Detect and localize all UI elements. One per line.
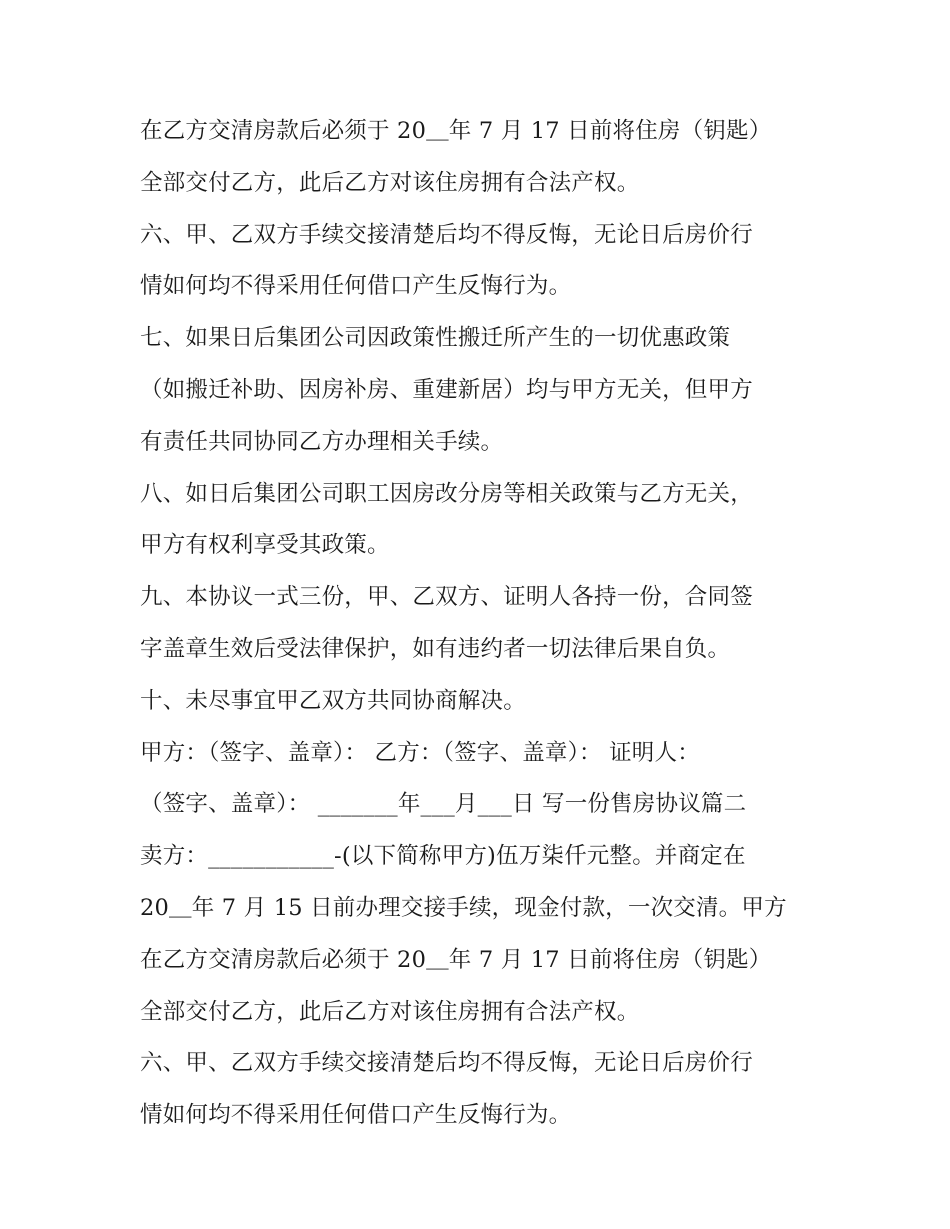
text-line: （如搬迁补助、因房补房、重建新居）均与甲方无关，但甲方 (140, 376, 753, 403)
text-line: 甲方有权利享受其政策。 (140, 532, 390, 559)
text-line: 在乙方交清房款后必须于 20＿年 7 月 17 日前将住房（钥匙） (140, 946, 772, 973)
text-line: 全部交付乙方，此后乙方对该住房拥有合法产权。 (140, 169, 640, 196)
signature-line: 甲方：（签字、盖章）： 乙方：（签字、盖章）： 证明人： (140, 739, 700, 766)
text-line: 字盖章生效后受法律保护，如有违约者一切法律后果自负。 (140, 635, 731, 662)
text-line: 在乙方交清房款后必须于 20＿年 7 月 17 日前将住房（钥匙） (140, 118, 772, 144)
document-body (140, 106, 830, 1142)
text-line: 六、甲、乙双方手续交接清楚后均不得反悔，无论日后房价行 (140, 1050, 753, 1077)
text-line: 全部交付乙方，此后乙方对该住房拥有合法产权。 (140, 998, 640, 1025)
text-line: 七、如果日后集团公司因政策性搬迁所产生的一切优惠政策 (140, 325, 731, 352)
text-line: 八、如日后集团公司职工因房改分房等相关政策与乙方无关， (140, 480, 753, 507)
text-line: 十、未尽事宜甲乙双方共同协商解决。 (140, 687, 526, 714)
text-line: 有责任共同协同乙方办理相关手续。 (140, 428, 504, 455)
text-line: 20＿年 7 月 15 日前办理交接手续，现金付款，一次交清。甲方 (140, 894, 787, 921)
text-line: 九、本协议一式三份，甲、乙双方、证明人各持一份，合同签 (140, 584, 753, 611)
text-line: 六、甲、乙双方手续交接清楚后均不得反悔，无论日后房价行 (140, 221, 753, 248)
signature-date-line: （签字、盖章）： _______年___月___日 写一份售房协议篇二 (140, 791, 747, 818)
text-line: 情如何均不得采用任何借口产生反悔行为。 (140, 273, 572, 300)
text-line: 卖方：___________-(以下简称甲方)伍万柒仟元整。并商定在 (140, 843, 746, 870)
text-line: 情如何均不得采用任何借口产生反悔行为。 (140, 1102, 572, 1129)
